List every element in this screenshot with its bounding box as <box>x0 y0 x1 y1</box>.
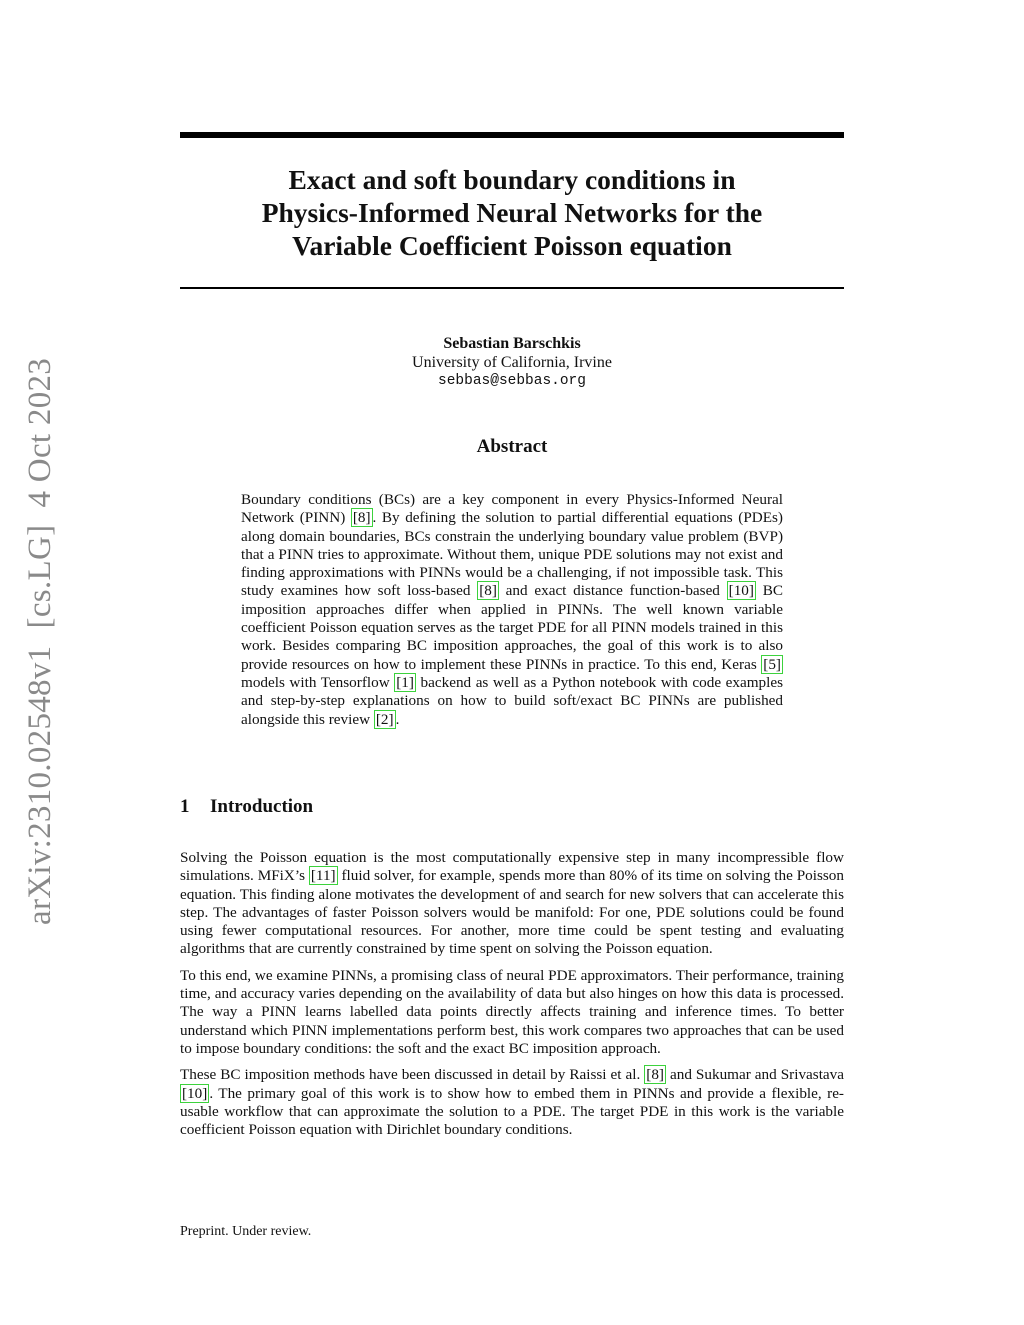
arxiv-identifier: arXiv:2310.02548v1 [cs.LG] 4 Oct 2023 <box>22 357 58 925</box>
body-text-run: and Sukumar and Srivastava <box>665 1066 844 1084</box>
citation-link[interactable]: [11] <box>310 867 336 885</box>
citation-link[interactable]: [2] <box>375 710 394 728</box>
author-name: Sebastian Barschkis <box>443 335 581 352</box>
citation-link[interactable]: [1] <box>396 673 414 691</box>
abstract-text-run: backend as well as a Python notebook with code examples and step-by-step explanations on how to build soft/exact BC PINNs are published alongside this review <box>241 673 783 728</box>
abstract-text-run: models with Tensorflow <box>241 673 395 691</box>
abstract-text-run: and exact distance function-based <box>498 582 727 600</box>
abstract-text-run: Boundary conditions (BCs) are a key component in every Physics-Informed Neural Network (PINN) <box>241 491 783 527</box>
citation-link[interactable]: [8] <box>479 582 497 600</box>
citation-link[interactable]: [5] <box>763 655 781 673</box>
title-top-rule <box>180 132 844 138</box>
body-paragraph: To this end, we examine PINNs, a promising class of neural PDE approximators. Their performance, training time, and accuracy varies depending on the availability of data but also hinges on how this data is processed. The way a PINN learns labelled data points directly affects training and inference times. To better understand which PINN implementations perform best, this work compares two approaches that can be used to impose boundary conditions: the soft and the exact BC imposition approach. <box>180 966 844 1057</box>
abstract-text-run: . <box>395 710 400 728</box>
footer-note: Preprint. Under review. <box>180 1224 312 1239</box>
citation-link[interactable]: [8] <box>352 509 371 527</box>
section-number: 1 <box>180 796 190 817</box>
section-heading <box>180 796 313 818</box>
author-affiliation: University of California, Irvine <box>412 354 612 371</box>
paper-title <box>180 163 844 262</box>
citation-link[interactable]: [8] <box>646 1066 664 1084</box>
title-bottom-rule <box>180 287 844 289</box>
section-body <box>180 849 844 1147</box>
body-text-run: Solving the Poisson equation is the most computationally expensive step in many incompressible flow simulations. MFiX’s <box>180 849 844 885</box>
author-email[interactable]: sebbas@sebbas.org <box>438 373 586 389</box>
abstract-text-run: BC imposition approaches differ when applied in PINNs. The well known variable coefficient Poisson equation serves as the target PDE for all PINN models trained in this work. Besides comparing BC imposition approaches, the goal of this work is to also provide resources on how to implement these PINNs in practice. To this end, Keras <box>241 582 783 673</box>
title-line: Variable Coefficient Poisson equation <box>292 230 732 261</box>
body-text-run: . The primary goal of this work is to show how to embed them in PINNs and provide a flexible, re-usable workflow that can approximate the solution to a PDE. The target PDE in this work is the variable coefficient Poisson equation with Dirichlet boundary conditions. <box>180 1084 844 1139</box>
body-paragraph <box>180 849 844 959</box>
citation-link[interactable]: [10] <box>182 1084 208 1102</box>
body-paragraph <box>180 1066 844 1139</box>
title-line: Physics-Informed Neural Networks for the <box>261 197 763 228</box>
title-line: Exact and soft boundary conditions in <box>288 164 736 195</box>
abstract-heading: Abstract <box>476 436 548 457</box>
body-text-run: These BC imposition methods have been discussed in detail by Raissi et al. <box>180 1066 645 1084</box>
abstract-text-run: . By defining the solution to partial differential equations (PDEs) along domain boundaries, BCs constrain the underlying boundary value problem (BVP) that a PINN tries to approximate. Without them, unique PDE solutions may not exist and finding approximations with PINNs would be a challenging, if not impossible task. This study examines how soft loss-based <box>241 509 783 600</box>
author-block <box>180 334 844 391</box>
body-text-run: fluid solver, for example, spends more than 80% of its time on solving the Poisson equation. This finding alone motivates the development of and search for new solvers that can accelerate this step. The advantages of faster Poisson solvers would be manifold: For one, PDE solutions could be found using fewer computational resources. For another, more time could be spent testing and evaluating algorithms that are currently constrained by time spent on solving the Poisson equation. <box>180 867 844 958</box>
citation-link[interactable]: [10] <box>728 582 754 600</box>
section-title: Introduction <box>210 796 314 817</box>
abstract-text <box>241 491 783 729</box>
